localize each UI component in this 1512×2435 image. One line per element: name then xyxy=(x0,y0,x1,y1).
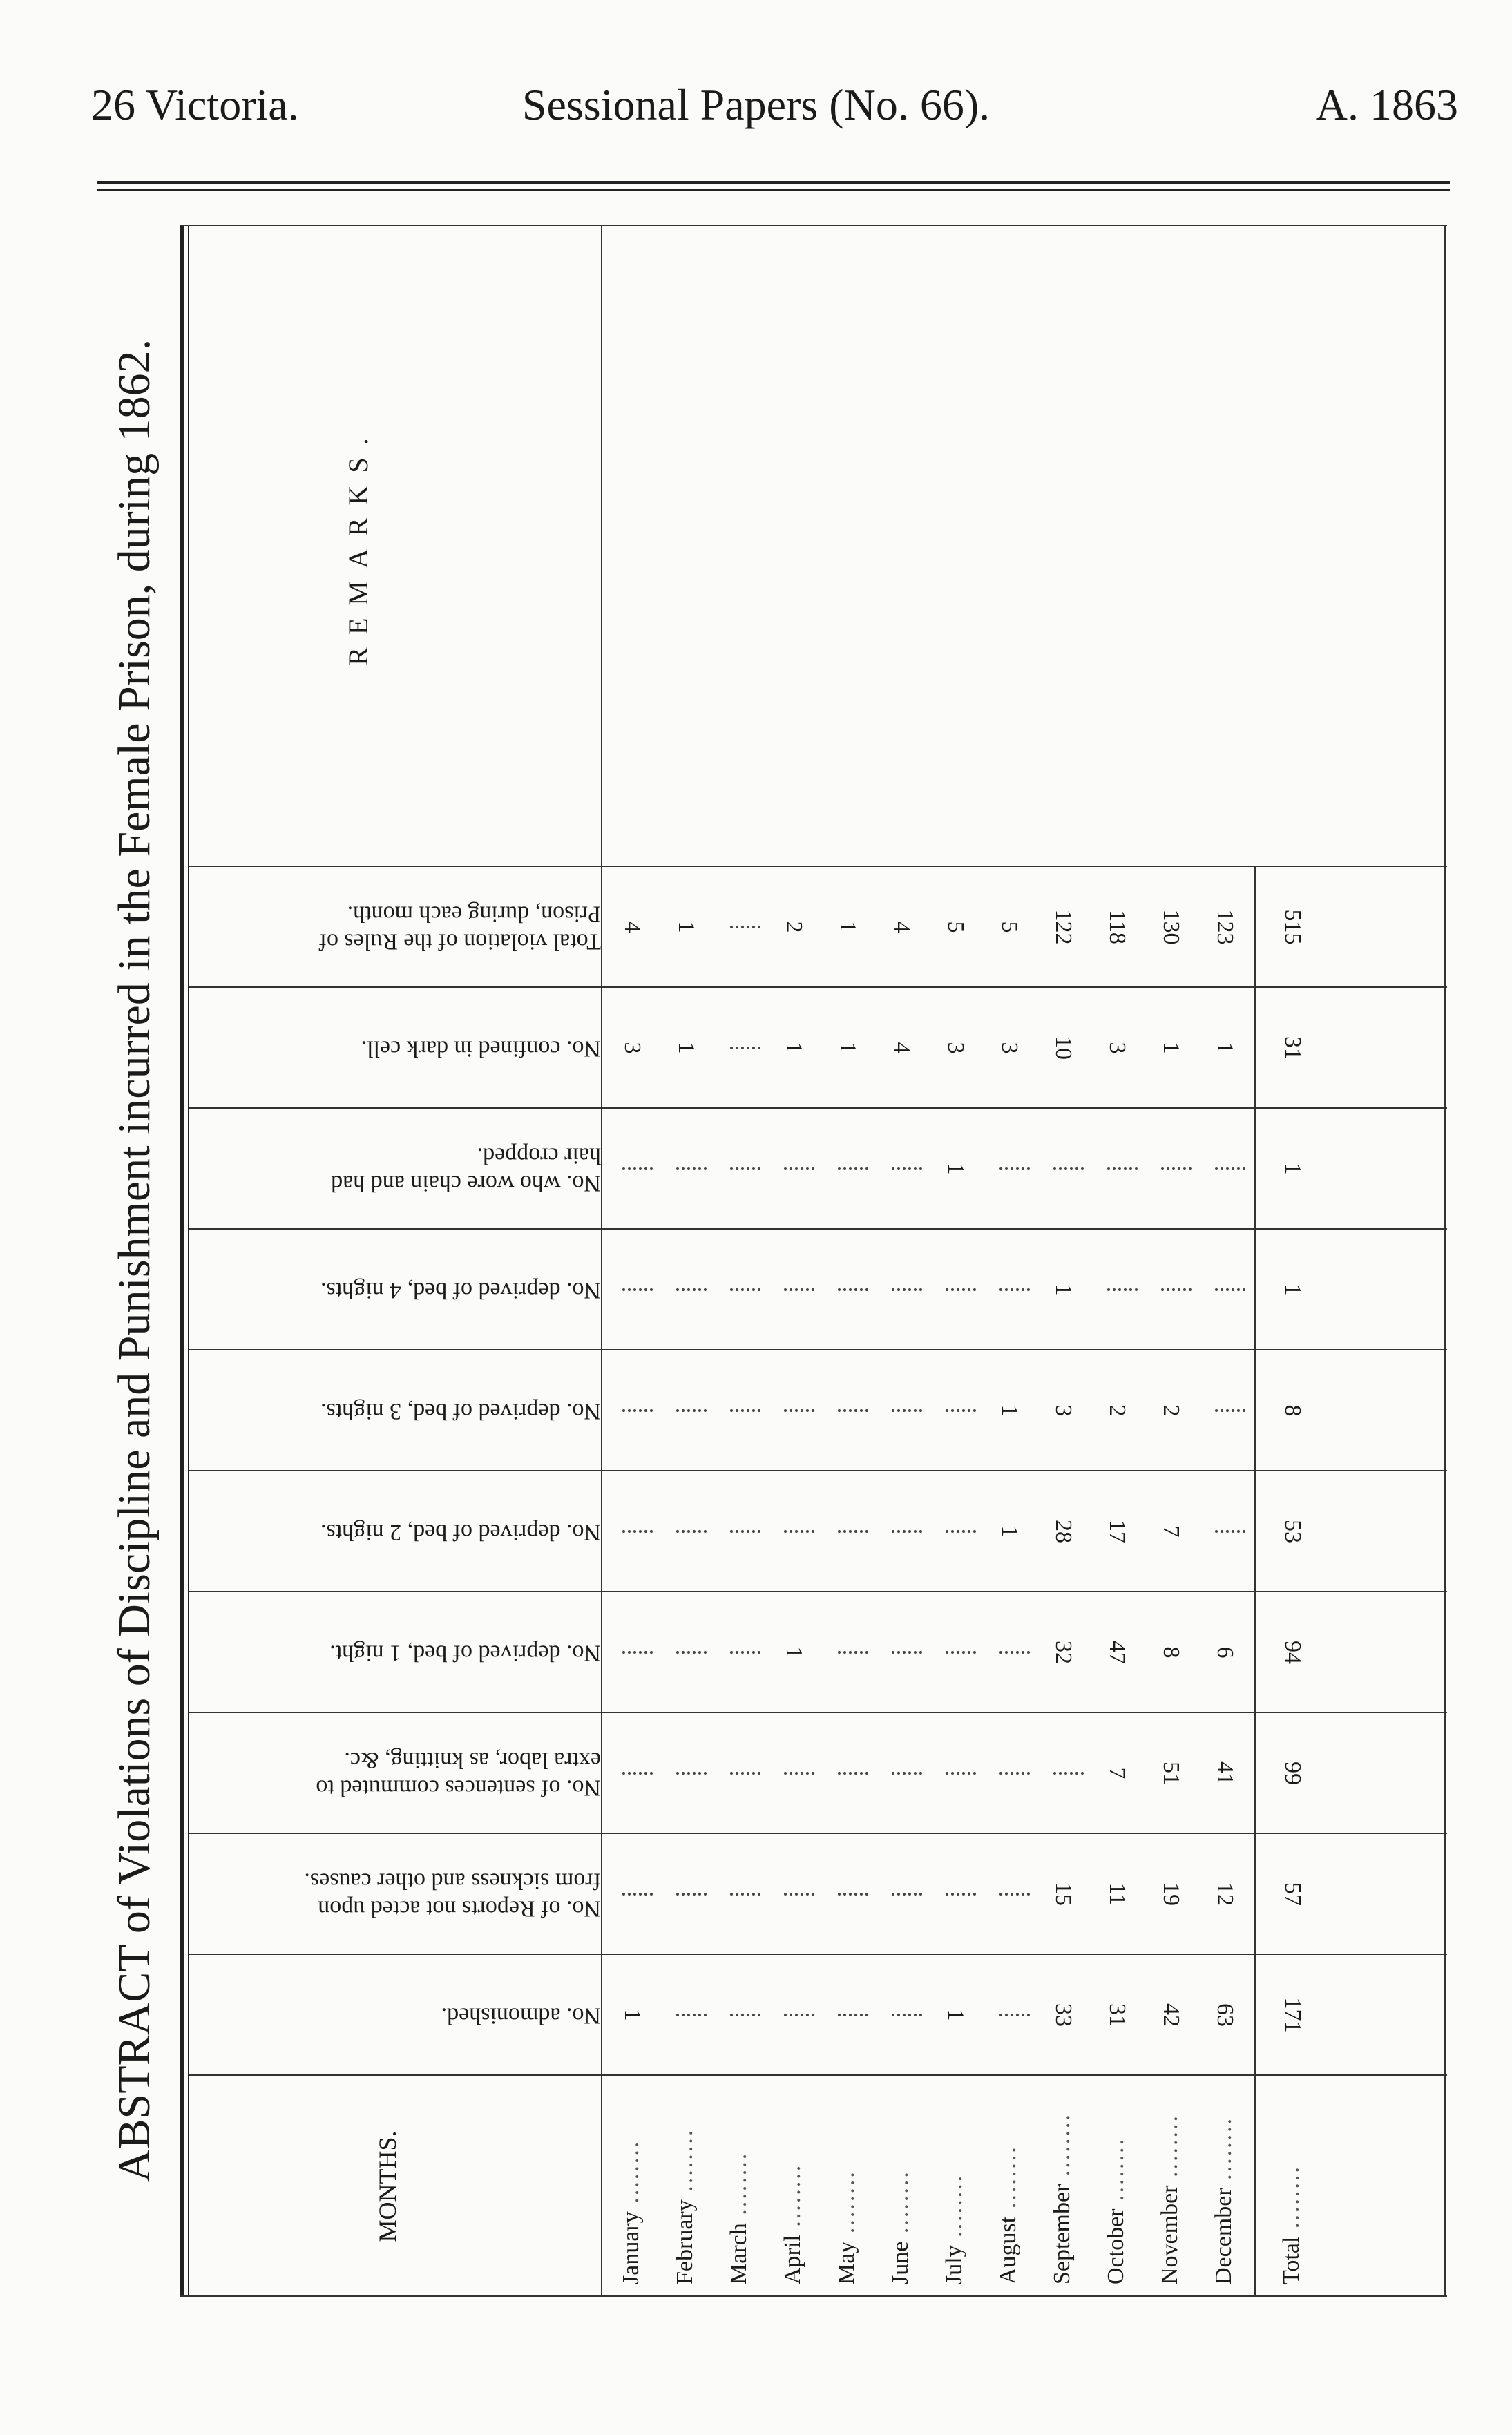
empty-cell-dots xyxy=(784,1410,814,1413)
month-name: April xyxy=(780,2235,805,2284)
empty-cell-dots xyxy=(730,1531,760,1534)
month-label xyxy=(1049,2112,1075,2284)
column-header-line: No. deprived of bed, 3 nights. xyxy=(320,1398,601,1424)
column-header xyxy=(193,1834,601,1955)
empty-cell-dots xyxy=(730,1168,760,1171)
month-label xyxy=(780,2164,806,2284)
table-cell: 4 xyxy=(889,922,915,933)
column-header xyxy=(193,1713,601,1834)
header-rule-top xyxy=(97,181,1450,184)
column-header-line: extra labor, as knitting, &c. xyxy=(344,1747,601,1773)
month-label xyxy=(1103,2137,1129,2284)
column-header-line: Prison, during each month. xyxy=(347,901,601,927)
leader-dots: ........ xyxy=(941,2173,967,2246)
empty-cell-dots xyxy=(999,1773,1030,1775)
month-label xyxy=(888,2170,914,2284)
empty-cell-dots xyxy=(1215,1410,1245,1413)
empty-cell-dots xyxy=(892,1652,922,1654)
month-name: October xyxy=(1103,2208,1129,2284)
table-cell: 118 xyxy=(1104,910,1130,945)
table-cell: 1 xyxy=(835,1042,861,1054)
column-header-line: No. of sentences commuted to xyxy=(316,1775,601,1801)
month-label xyxy=(941,2174,968,2284)
column-header xyxy=(193,1471,601,1592)
empty-cell-dots xyxy=(999,2014,1030,2017)
table-cell: 1 xyxy=(620,2009,645,2021)
leader-dots: ........ xyxy=(888,2170,913,2242)
table-cell: 1 xyxy=(943,1163,968,1175)
month-name: June xyxy=(888,2241,913,2284)
table-cell: 1 xyxy=(1212,1042,1238,1054)
total-cell: 8 xyxy=(1280,1405,1305,1417)
empty-cell-dots xyxy=(892,1893,922,1896)
empty-cell-dots xyxy=(676,1410,707,1413)
table-cell: 15 xyxy=(1051,1882,1076,1907)
column-header-line: No. admonished. xyxy=(441,2003,601,2029)
table-cell: 1 xyxy=(943,2009,968,2021)
table-cell: 122 xyxy=(1051,910,1076,945)
empty-cell-dots xyxy=(999,1893,1030,1896)
total-cell: 53 xyxy=(1280,1520,1305,1544)
empty-cell-dots xyxy=(730,2014,760,2017)
month-name: March xyxy=(726,2223,752,2284)
empty-cell-dots xyxy=(730,1289,760,1292)
month-label xyxy=(672,2128,698,2284)
empty-cell-dots xyxy=(676,1773,707,1775)
table-cell: 8 xyxy=(1158,1647,1184,1659)
table-cell: 32 xyxy=(1051,1641,1076,1665)
leader-dots: ........ xyxy=(995,2145,1021,2217)
table-cell: 12 xyxy=(1212,1882,1238,1907)
empty-cell-dots xyxy=(676,1893,707,1896)
empty-cell-dots xyxy=(784,1168,814,1171)
leader-dots: ........ xyxy=(1157,2113,1183,2186)
leader-dots: ........ xyxy=(834,2170,859,2242)
table-cell: 28 xyxy=(1051,1520,1076,1544)
leader-dots: ........ xyxy=(672,2128,698,2200)
months-heading: MONTHS. xyxy=(374,2130,401,2242)
month-name: November xyxy=(1157,2185,1183,2284)
empty-cell-dots xyxy=(946,1773,976,1775)
empty-cell-dots xyxy=(1053,1773,1084,1775)
empty-cell-dots xyxy=(1107,1168,1138,1171)
empty-cell-dots xyxy=(622,1410,653,1413)
empty-cell-dots xyxy=(892,1531,922,1534)
empty-cell-dots xyxy=(838,1289,868,1292)
month-name: August xyxy=(995,2216,1021,2284)
table-cell: 1 xyxy=(781,1647,807,1659)
table-cell: 11 xyxy=(1104,1883,1130,1906)
total-cell: 515 xyxy=(1280,910,1305,945)
total-cell: 57 xyxy=(1280,1882,1305,1907)
total-cell: 1 xyxy=(1280,1284,1305,1296)
column-header-line: No. deprived of bed, 4 nights. xyxy=(320,1277,601,1304)
empty-cell-dots xyxy=(946,1410,976,1413)
empty-cell-dots xyxy=(892,2014,922,2017)
leader-dots: ........ xyxy=(1279,2165,1304,2237)
empty-cell-dots xyxy=(1215,1531,1245,1534)
column-header xyxy=(193,867,601,988)
column-header-line: No. deprived of bed, 2 nights. xyxy=(320,1519,601,1545)
empty-cell-dots xyxy=(1161,1289,1192,1292)
header-separator xyxy=(601,225,602,2297)
empty-cell-dots xyxy=(730,1410,760,1413)
table-cell: 3 xyxy=(997,1042,1022,1054)
month-name: January xyxy=(618,2211,644,2284)
column-header xyxy=(193,1109,601,1230)
column-header xyxy=(193,988,601,1109)
empty-cell-dots xyxy=(730,1773,760,1775)
table-cell: 2 xyxy=(781,922,807,933)
table-cell: 1 xyxy=(997,1526,1022,1538)
month-label xyxy=(1211,2117,1237,2284)
leader-dots: ........ xyxy=(780,2163,805,2235)
empty-cell-dots xyxy=(838,2014,868,2017)
month-name: February xyxy=(672,2199,698,2284)
table-cell: 1 xyxy=(1051,1284,1076,1296)
header-right: A. 1863 xyxy=(1315,80,1458,129)
column-header xyxy=(193,1955,601,2076)
table-cell: 1 xyxy=(835,922,861,933)
empty-cell-dots xyxy=(676,1531,707,1534)
empty-cell-dots xyxy=(676,2014,707,2017)
header-left: 26 Victoria. xyxy=(91,80,299,129)
empty-cell-dots xyxy=(1161,1168,1192,1171)
table-cell: 5 xyxy=(943,922,968,933)
empty-cell-dots xyxy=(1053,1168,1084,1171)
table-cell: 7 xyxy=(1158,1526,1184,1538)
empty-cell-dots xyxy=(784,1773,814,1775)
header-center: Sessional Papers (No. 66). xyxy=(521,80,991,129)
empty-cell-dots xyxy=(622,1893,653,1896)
month-label xyxy=(1157,2114,1183,2284)
table-cell: 51 xyxy=(1158,1761,1184,1786)
table-cell: 63 xyxy=(1212,2003,1238,2027)
column-header-line: No. deprived of bed, 1 night. xyxy=(329,1640,601,1666)
table-cell: 3 xyxy=(620,1042,645,1054)
empty-cell-dots xyxy=(999,1289,1030,1292)
month-name: December xyxy=(1211,2188,1236,2284)
table-cell: 17 xyxy=(1104,1520,1130,1544)
column-header-line: from sickness and other causes. xyxy=(304,1868,601,1894)
total-cell: 94 xyxy=(1280,1641,1305,1665)
month-name: September xyxy=(1049,2184,1075,2284)
table-cell: 3 xyxy=(943,1042,968,1054)
empty-cell-dots xyxy=(838,1531,868,1534)
table-cell: 10 xyxy=(1051,1036,1076,1060)
total-cell: 171 xyxy=(1280,1998,1305,2033)
table-cell: 19 xyxy=(1158,1882,1184,1907)
empty-cell-dots xyxy=(676,1652,707,1654)
empty-cell-dots xyxy=(622,1652,653,1654)
empty-cell-dots xyxy=(730,1893,760,1896)
empty-cell-dots xyxy=(784,1893,814,1896)
table-cell: 3 xyxy=(1051,1405,1076,1417)
table-cell: 47 xyxy=(1104,1641,1130,1665)
empty-cell-dots xyxy=(946,1893,976,1896)
table-start-rule xyxy=(180,2295,1447,2297)
column-header-line: No. confined in dark cell. xyxy=(361,1035,601,1062)
rotated-table-wrapper xyxy=(104,225,1451,2297)
empty-cell-dots xyxy=(838,1893,868,1896)
leader-dots: ........ xyxy=(618,2139,644,2212)
table-cell: 3 xyxy=(1104,1042,1130,1054)
month-label xyxy=(618,2140,644,2284)
column-header xyxy=(193,1592,601,1713)
table-cell: 1 xyxy=(673,922,699,933)
table-cell: 33 xyxy=(1051,2003,1076,2027)
table-cell: 42 xyxy=(1158,2003,1184,2027)
table-cell: 2 xyxy=(1158,1405,1184,1417)
table-cell: 1 xyxy=(1158,1042,1184,1054)
table-cell: 123 xyxy=(1212,910,1238,945)
total-label-text: Total xyxy=(1279,2236,1304,2284)
table-cell: 1 xyxy=(673,1042,699,1054)
empty-cell-dots xyxy=(622,1289,653,1292)
empty-cell-dots xyxy=(784,2014,814,2017)
column-header-line: hair cropped. xyxy=(477,1143,601,1169)
total-row-rule xyxy=(1254,867,1256,2297)
leader-dots: ........ xyxy=(1049,2112,1075,2184)
leader-dots: ........ xyxy=(1211,2116,1236,2188)
empty-cell-dots xyxy=(622,1168,653,1171)
empty-cell-dots xyxy=(730,1652,760,1654)
empty-cell-dots xyxy=(838,1410,868,1413)
empty-cell-dots xyxy=(1215,1168,1245,1171)
table-cell: 130 xyxy=(1158,910,1184,945)
table-title: ABSTRACT of Violations of Discipline and Punishment incurred in the Female Prison, during 1862. xyxy=(109,338,160,2183)
empty-cell-dots xyxy=(838,1773,868,1775)
table-cell: 5 xyxy=(997,922,1022,933)
month-name: May xyxy=(834,2241,859,2284)
empty-cell-dots xyxy=(730,1047,760,1050)
empty-cell-dots xyxy=(622,1531,653,1534)
table-top-thick-rule xyxy=(180,225,184,2297)
column-header xyxy=(193,1350,601,1471)
table-cell: 4 xyxy=(620,922,645,933)
table-cell: 2 xyxy=(1104,1405,1130,1417)
total-cell: 1 xyxy=(1280,1163,1305,1175)
empty-cell-dots xyxy=(676,1168,707,1171)
table-cell: 1 xyxy=(997,1405,1022,1417)
empty-cell-dots xyxy=(784,1289,814,1292)
table-cell: 41 xyxy=(1212,1761,1238,1786)
column-header xyxy=(193,1230,601,1350)
table-top-thin-rule xyxy=(188,225,189,2297)
empty-cell-dots xyxy=(676,1289,707,1292)
empty-cell-dots xyxy=(946,1289,976,1292)
empty-cell-dots xyxy=(892,1168,922,1171)
empty-cell-dots xyxy=(1215,1289,1245,1292)
leader-dots: ........ xyxy=(1103,2137,1129,2209)
total-cell: 99 xyxy=(1280,1761,1305,1786)
empty-cell-dots xyxy=(892,1773,922,1775)
empty-cell-dots xyxy=(622,1773,653,1775)
total-cell: 31 xyxy=(1280,1036,1305,1060)
empty-cell-dots xyxy=(946,1531,976,1534)
header-rule-bottom xyxy=(97,189,1450,191)
remarks-heading: REMARKS. xyxy=(343,426,374,666)
empty-cell-dots xyxy=(892,1410,922,1413)
column-header-line: No. of Reports not acted upon xyxy=(318,1896,601,1922)
column-header-line: Total violation of the Rules of xyxy=(318,928,601,955)
empty-cell-dots xyxy=(946,1652,976,1654)
table-cell: 1 xyxy=(781,1042,807,1054)
abstract-table xyxy=(180,225,1447,2297)
column-header-line: No. who wore chain and had xyxy=(331,1170,601,1196)
month-label xyxy=(834,2170,860,2284)
empty-cell-dots xyxy=(999,1652,1030,1654)
empty-cell-dots xyxy=(999,1168,1030,1171)
leader-dots: ........ xyxy=(726,2151,752,2224)
empty-cell-dots xyxy=(838,1168,868,1171)
empty-cell-dots xyxy=(1107,1289,1138,1292)
empty-cell-dots xyxy=(784,1531,814,1534)
empty-cell-dots xyxy=(730,926,760,929)
table-cell: 4 xyxy=(889,1042,915,1054)
month-label xyxy=(726,2152,752,2284)
empty-cell-dots xyxy=(892,1289,922,1292)
table-bottom-rule xyxy=(1444,225,1446,2297)
empty-cell-dots xyxy=(838,1652,868,1654)
table-cell: 31 xyxy=(1104,2003,1130,2027)
table-cell: 6 xyxy=(1212,1647,1238,1659)
month-name: July xyxy=(941,2245,967,2284)
month-label xyxy=(995,2145,1022,2284)
table-cell: 7 xyxy=(1104,1768,1130,1779)
total-label xyxy=(1279,2165,1305,2284)
